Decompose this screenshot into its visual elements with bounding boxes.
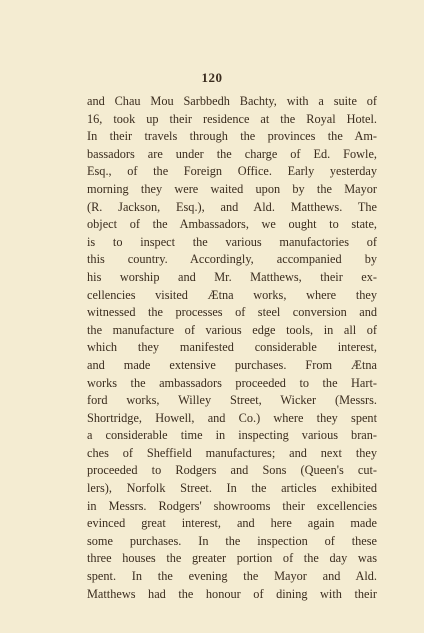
body-text	[87, 93, 377, 603]
text-line: which they manifested considerable interest,	[87, 340, 377, 355]
text-line: his worship and Mr. Matthews, their ex-	[87, 269, 377, 284]
text-line: and made extensive purchases. From Ætna	[87, 357, 377, 372]
text-line: some purchases. In the inspection of these	[87, 533, 377, 548]
text-line: object of the Ambassadors, we ought to state,	[87, 217, 377, 232]
text-line: proceeded to Rodgers and Sons (Queen's cut-	[87, 463, 377, 478]
text-line: a considerable time in inspecting various bran-	[87, 428, 377, 443]
text-line: three houses the greater portion of the day was	[87, 551, 377, 566]
text-line: this country. Accordingly, accompanied by	[87, 252, 377, 267]
text-line: bassadors are under the charge of Ed. Fowle,	[87, 146, 377, 161]
text-line: in Messrs. Rodgers' showrooms their excellencies	[87, 498, 377, 513]
text-line: (R. Jackson, Esq.), and Ald. Matthews. The	[87, 199, 377, 214]
text-line: morning they were waited upon by the Mayor	[87, 181, 377, 196]
text-line: Shortridge, Howell, and Co.) where they spent	[87, 410, 377, 425]
text-line: evinced great interest, and here again made	[87, 516, 377, 531]
text-line: witnessed the processes of steel conversion and	[87, 305, 377, 320]
page-number: 120	[201, 70, 223, 85]
text-line: ches of Sheffield manufactures; and next they	[87, 445, 377, 460]
text-line: works the ambassadors proceeded to the Hart-	[87, 375, 377, 390]
text-line: 16, took up their residence at the Royal Hotel.	[87, 111, 377, 126]
text-line: ford works, Willey Street, Wicker (Messrs.	[87, 393, 377, 408]
text-line: Esq., of the Foreign Office. Early yesterday	[87, 164, 377, 179]
text-line: In their travels through the provinces the Am-	[87, 129, 377, 144]
text-line: is to inspect the various manufactories of	[87, 234, 377, 249]
text-line: cellencies visited Ætna works, where they	[87, 287, 377, 302]
text-line: Matthews had the honour of dining with their	[87, 586, 377, 601]
text-line: lers), Norfolk Street. In the articles exhibited	[87, 481, 377, 496]
text-line: the manufacture of various edge tools, in all of	[87, 322, 377, 337]
text-line: spent. In the evening the Mayor and Ald.	[87, 569, 377, 584]
text-line: and Chau Mou Sarbbedh Bachty, with a suite of	[87, 94, 377, 108]
